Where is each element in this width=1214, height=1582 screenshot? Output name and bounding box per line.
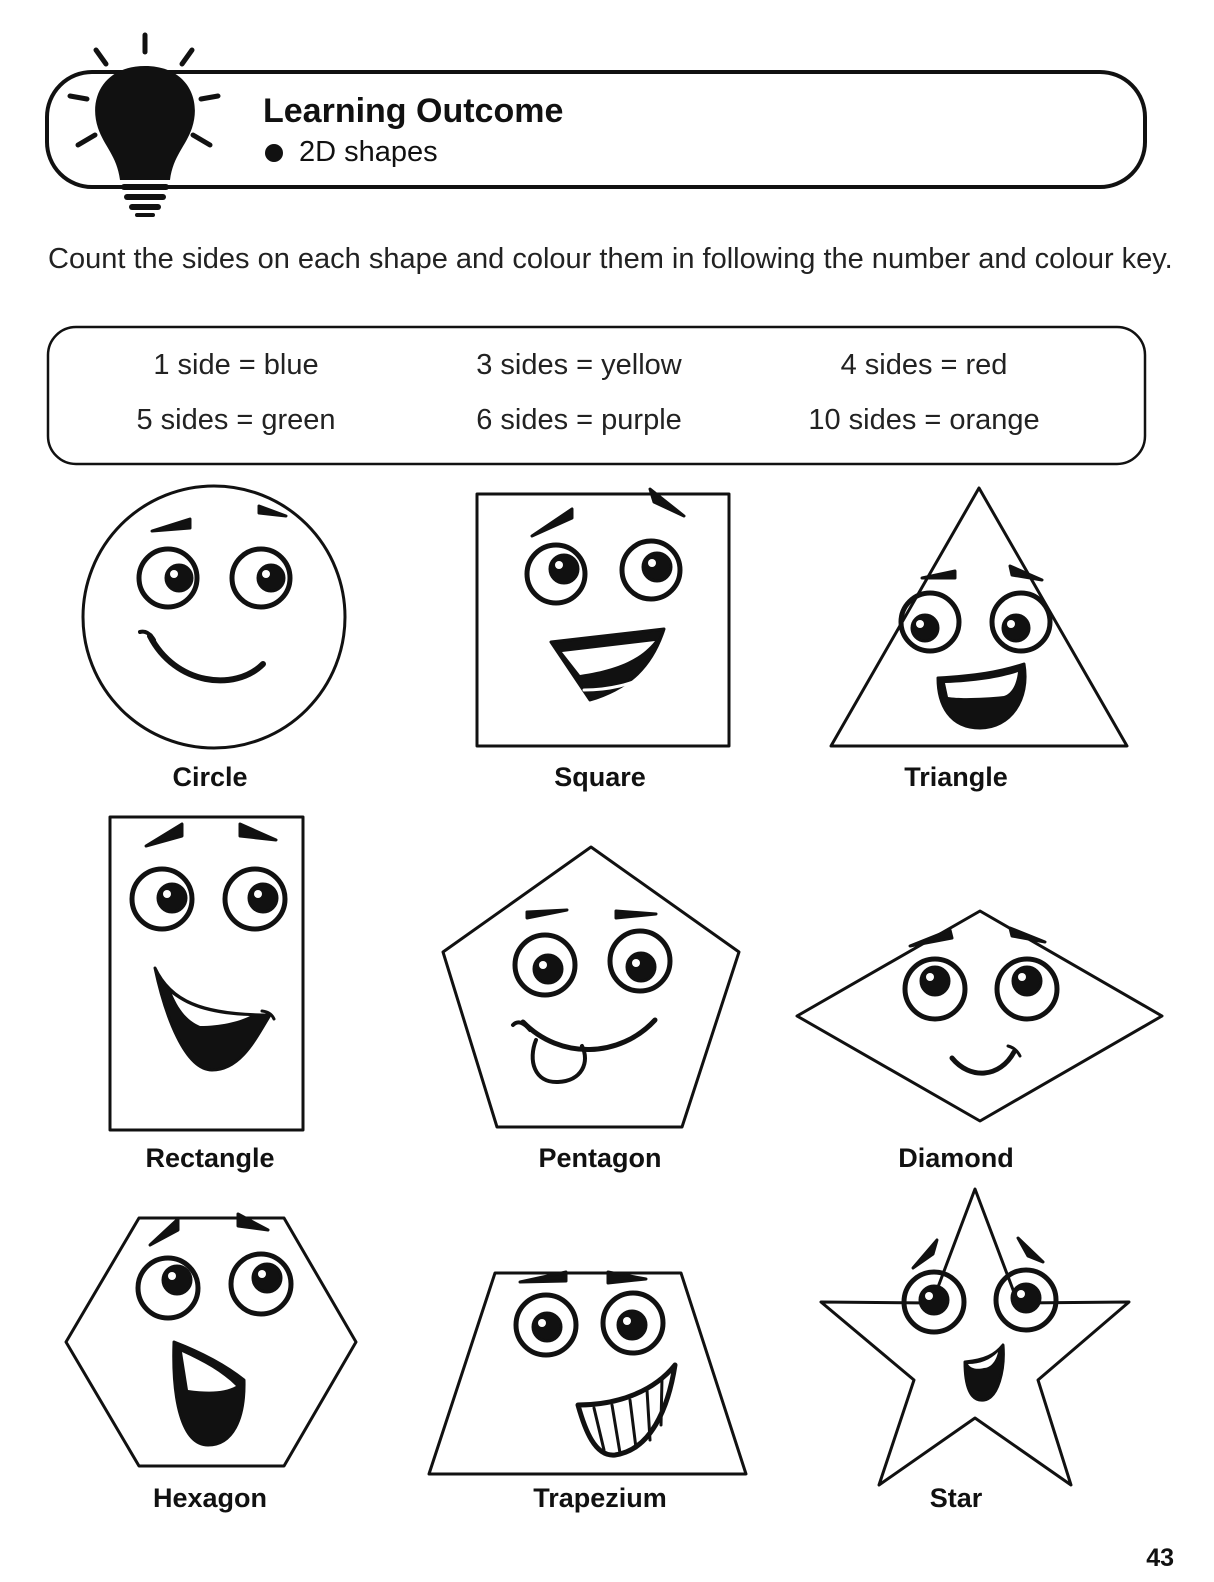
learning-outcome-item [265, 136, 438, 169]
label-diamond: Diamond [898, 1143, 1014, 1173]
diamond-shape [797, 911, 1162, 1121]
star-shape [821, 1189, 1129, 1485]
bullet-icon [265, 144, 283, 162]
learning-outcome-box [47, 72, 1145, 187]
triangle-shape [831, 488, 1127, 746]
key-entry-6-sides: 6 sides = purple [476, 404, 682, 436]
circle-shape [83, 486, 345, 748]
learning-outcome-heading: Learning Outcome [263, 92, 564, 130]
rectangle-shape [110, 817, 303, 1130]
key-entry-10-sides: 10 sides = orange [808, 404, 1040, 436]
label-star: Star [929, 1483, 983, 1513]
label-rectangle: Rectangle [145, 1143, 275, 1173]
pentagon-shape [443, 847, 739, 1127]
learning-outcome-item-text: 2D shapes [299, 136, 438, 168]
trapezium-shape [429, 1272, 746, 1474]
label-trapezium: Trapezium [533, 1483, 667, 1513]
instructions-text: Count the sides on each shape and colour them in following the number and colour key. [48, 243, 1173, 275]
square-shape [477, 489, 729, 746]
label-hexagon: Hexagon [152, 1483, 268, 1513]
key-entry-1-side: 1 side = blue [153, 349, 319, 381]
hexagon-shape [66, 1214, 356, 1466]
key-entry-3-sides: 3 sides = yellow [476, 349, 682, 381]
page-number: 43 [1146, 1544, 1174, 1572]
key-entry-5-sides: 5 sides = green [136, 404, 336, 436]
label-circle: Circle [172, 762, 248, 792]
lightbulb-icon [70, 35, 218, 217]
label-pentagon: Pentagon [538, 1143, 662, 1173]
label-triangle: Triangle [904, 762, 1008, 792]
label-square: Square [554, 762, 646, 792]
colour-key-box [48, 327, 1145, 464]
key-entry-4-sides: 4 sides = red [840, 349, 1008, 381]
